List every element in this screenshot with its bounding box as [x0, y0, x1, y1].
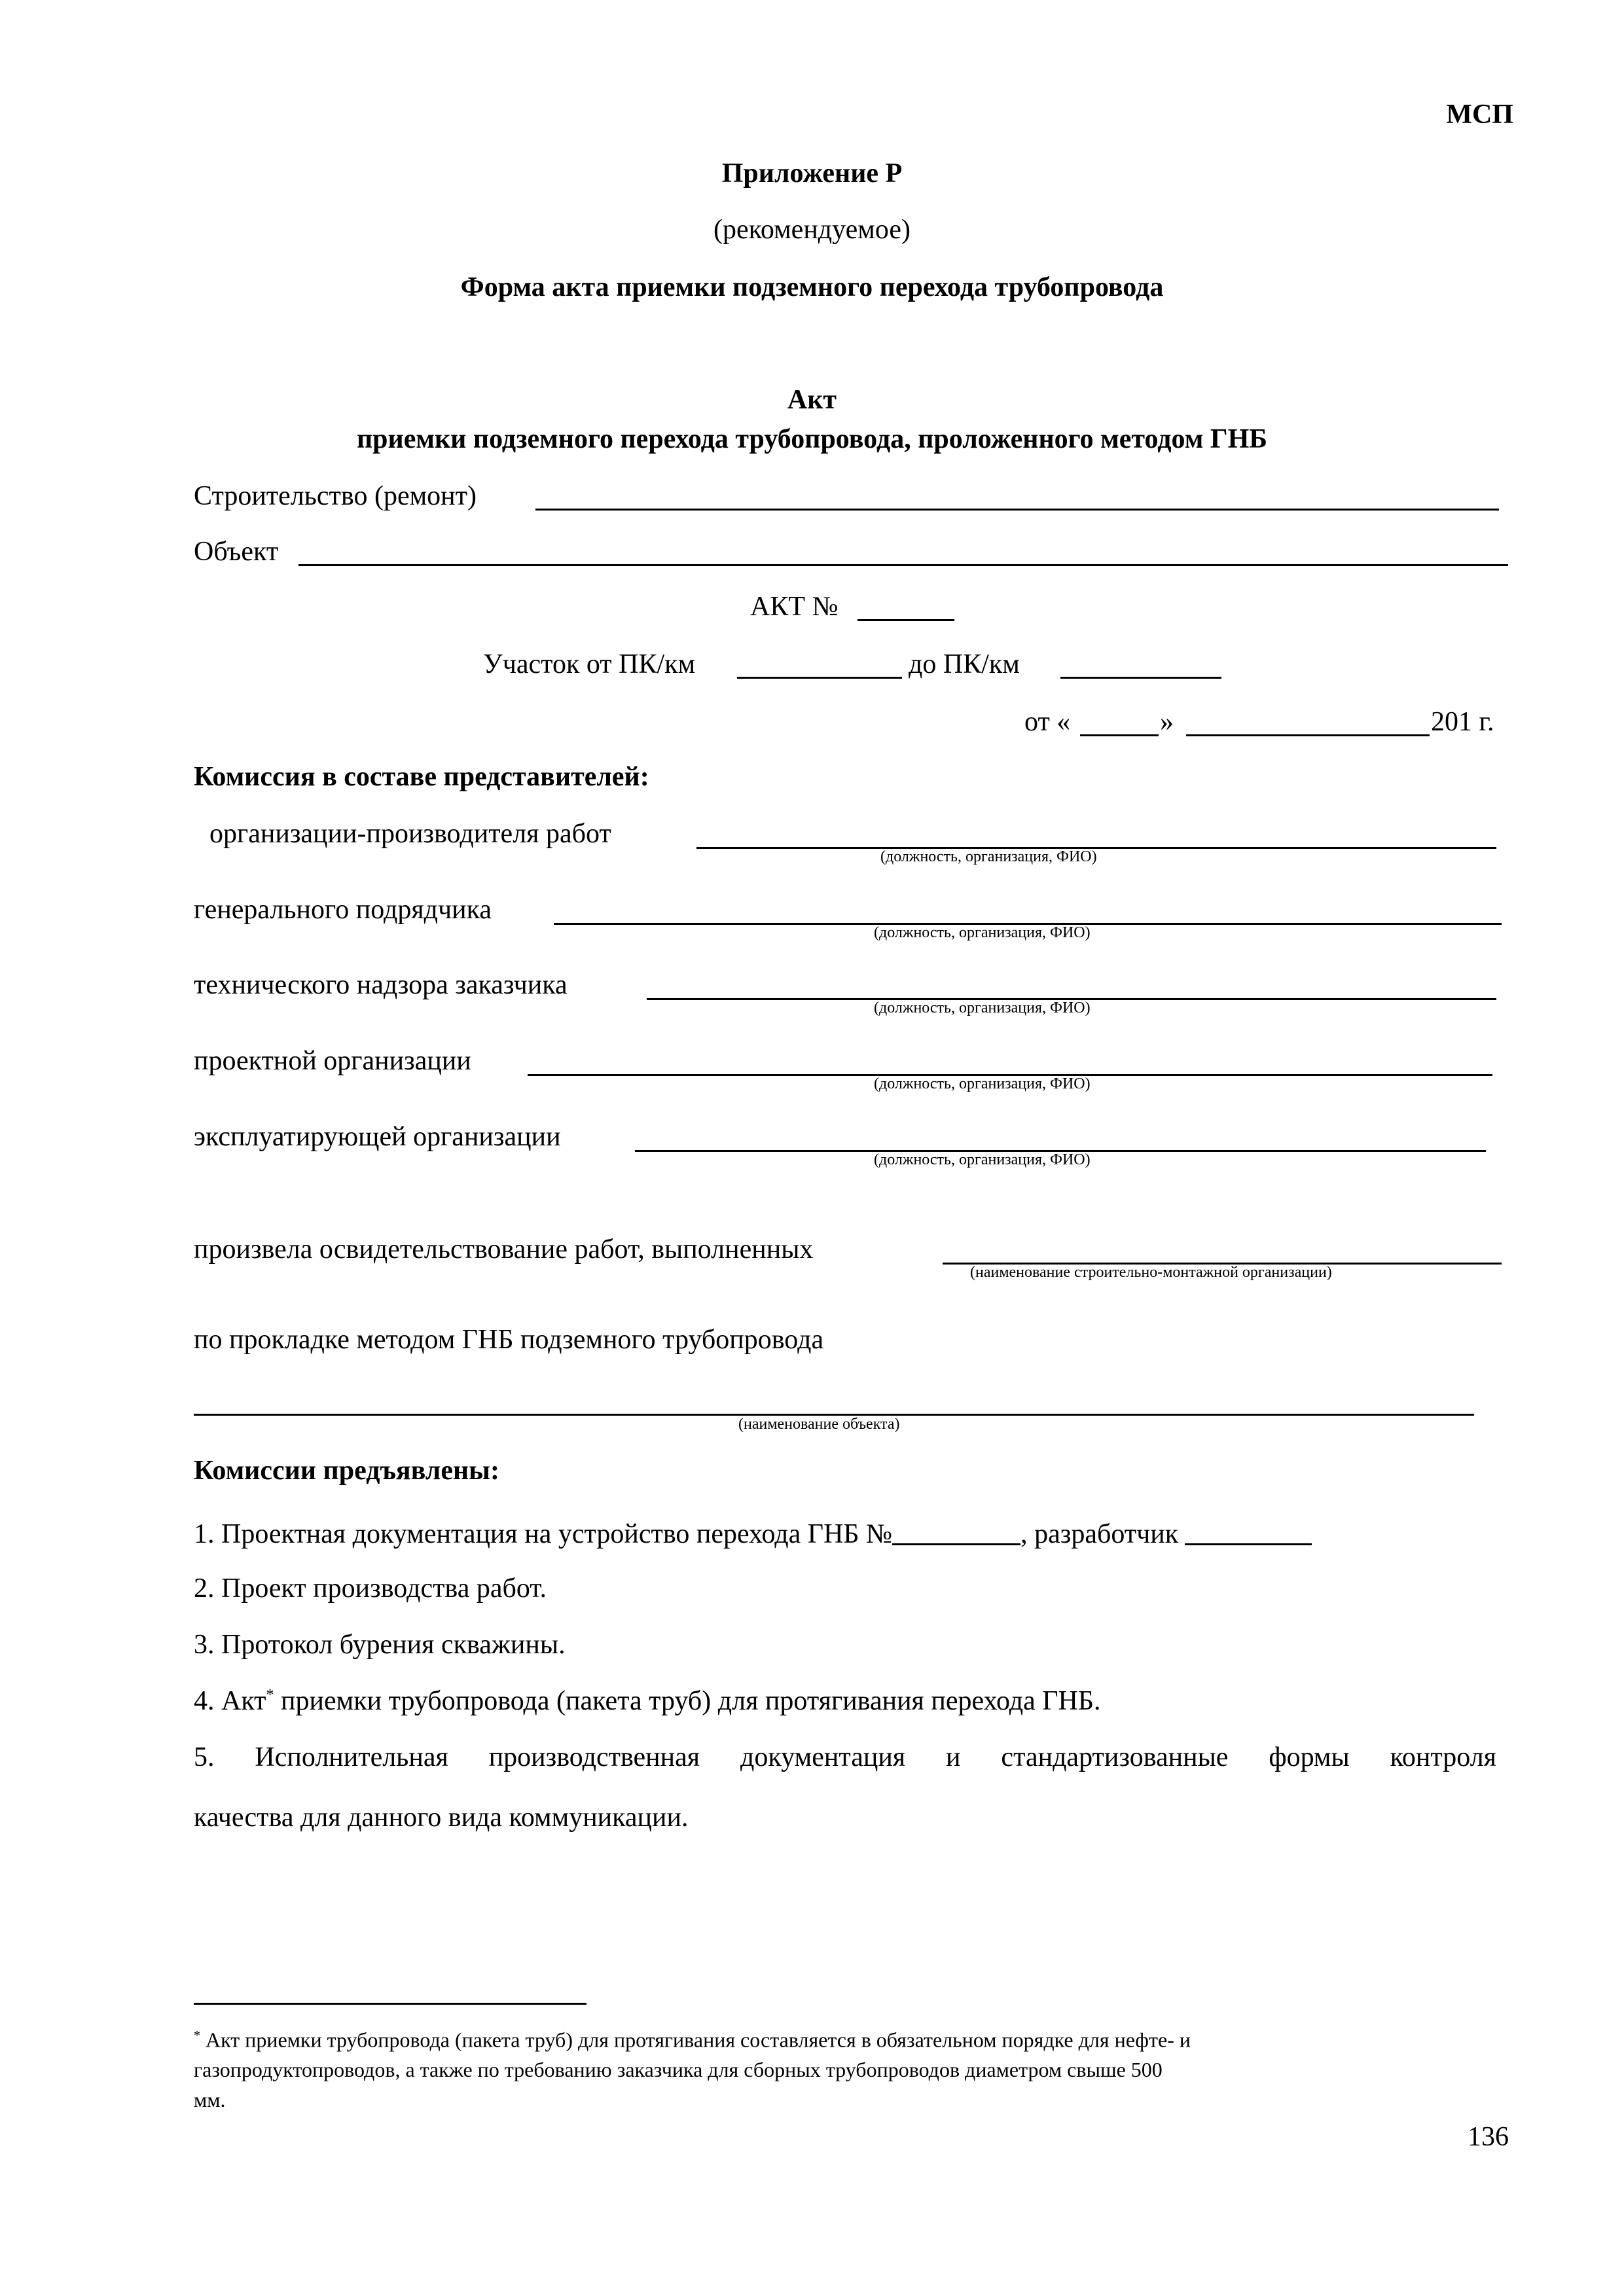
footnote-line-1-text: Акт приемки трубопровода (пакета труб) для протягивания составляется в обязательном порядке для нефте- и — [200, 2028, 1191, 2052]
presented-item-5-line-2: качества для данного вида коммуникации. — [194, 1803, 689, 1833]
footnote-line-3: мм. — [194, 2088, 226, 2111]
appendix-title: Приложение Р — [721, 158, 903, 188]
presented-item-2: 2. Проект производства работ. — [194, 1573, 547, 1604]
date-year: 201 г. — [1431, 707, 1494, 737]
presented-item-1-text: 1. Проектная документация на устройство перехода ГНБ № — [194, 1519, 893, 1549]
section-to-label: до ПК/км — [909, 649, 1020, 679]
inspection-org-hint: (наименование строительно-монтажной организации) — [970, 1264, 1332, 1281]
act-subheading: приемки подземного перехода трубопровода, проложенного методом ГНБ — [356, 424, 1268, 454]
form-title: Форма акта приемки подземного перехода трубопровода — [460, 272, 1164, 302]
presented-item-4-text-a: 4. Акт — [194, 1686, 266, 1716]
presented-item-5-line-1: 5. Исполнительная производственная документация и стандартизованные формы контроля — [194, 1742, 1496, 1772]
footnote-line-1 — [194, 2029, 1191, 2051]
commission-member-2: генерального подрядчика — [194, 895, 492, 925]
construction-label: Строительство (ремонт) — [194, 481, 477, 511]
section-from-label: Участок от ПК/км — [483, 649, 696, 679]
footnote-marker: * — [266, 1687, 274, 1704]
commission-member-2-hint: (должность, организация, ФИО) — [874, 924, 1091, 941]
act-number-label: АКТ № — [750, 592, 839, 622]
presented-heading: Комиссии предъявлены: — [194, 1456, 499, 1486]
commission-member-1: организации-производителя работ — [209, 819, 611, 849]
document-code: МСП — [1446, 99, 1513, 130]
presented-item-4 — [194, 1687, 1101, 1715]
presented-item-1-developer: , разработчик — [1020, 1519, 1179, 1549]
construction-blank — [535, 509, 1499, 511]
commission-member-5: эксплуатирующей организации — [194, 1122, 561, 1152]
presented-item-3: 3. Протокол бурения скважины. — [194, 1630, 566, 1660]
commission-member-3-hint: (должность, организация, ФИО) — [874, 999, 1091, 1016]
act-number-blank — [857, 619, 954, 621]
date-quote-close: » — [1160, 707, 1174, 737]
footnote-line-2: газопродуктопроводов, а также по требованию заказчика для сборных трубопроводов диаметром свыше 500 — [194, 2058, 1163, 2081]
section-to-blank — [1060, 677, 1221, 679]
presented-item-4-text-b: приемки трубопровода (пакета труб) для протягивания перехода ГНБ. — [274, 1686, 1101, 1716]
commission-member-1-hint: (должность, организация, ФИО) — [880, 848, 1097, 865]
presented-item-1 — [194, 1518, 1312, 1548]
date-from-label: от « — [1024, 707, 1071, 737]
page-number: 136 — [1468, 2122, 1509, 2152]
laying-text: по прокладке методом ГНБ подземного трубопровода — [194, 1325, 824, 1355]
commission-member-4-hint: (должность, организация, ФИО) — [874, 1075, 1091, 1092]
object-blank — [298, 564, 1508, 566]
section-from-blank — [737, 677, 902, 679]
date-day-blank — [1080, 734, 1159, 736]
object-name-hint: (наименование объекта) — [738, 1416, 900, 1433]
object-label: Объект — [194, 537, 279, 567]
footnote-separator — [194, 2003, 586, 2005]
commission-member-4: проектной организации — [194, 1046, 471, 1076]
developer-blank — [1185, 1518, 1312, 1545]
act-heading: Акт — [787, 385, 837, 415]
appendix-kind: (рекомендуемое) — [713, 215, 911, 245]
commission-member-3: технического надзора заказчика — [194, 970, 568, 1000]
commission-heading: Комиссия в составе представителей: — [194, 762, 649, 792]
footnote-star: * — [194, 2028, 200, 2043]
inspection-text: произвела освидетельствование работ, выполненных — [194, 1234, 814, 1265]
commission-member-5-hint: (должность, организация, ФИО) — [874, 1151, 1091, 1168]
date-month-blank — [1186, 734, 1430, 736]
project-number-blank — [892, 1518, 1020, 1545]
